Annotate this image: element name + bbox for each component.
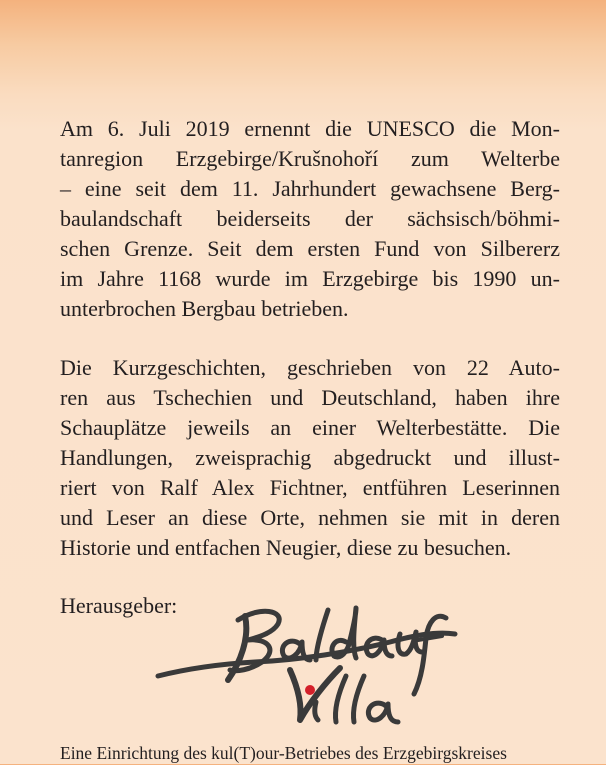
intro-paragraph [60,114,560,324]
text-line: ren aus Tschechien und Deutschland, haben ihre [60,385,560,410]
text-line: und Leser an diese Orte, nehmen sie mit in deren [60,505,560,530]
text-line: Handlungen, zweisprachig abgedruckt und illust- [60,445,560,470]
text-line: Die Kurzgeschichten, geschrieben von 22 Auto- [60,355,560,380]
text-line: baulandschaft beiderseits der sächsisch/böhmi- [60,206,560,231]
text-line: – eine seit dem 11. Jahrhundert gewachsene Berg- [60,176,560,201]
text-line: tanregion Erzgebirge/Krušnohoří zum Welterbe [60,146,560,171]
baldauf-villa-logo [150,598,470,738]
text-line: schen Grenze. Seit dem ersten Fund von Silbererz [60,236,560,261]
text-line: Historie und entfachen Neugier, diese zu besuchen. [60,535,512,560]
text-line: riert von Ralf Alex Fichtner, entführen Leserinnen [60,475,560,500]
footer-note: Eine Einrichtung des kul(T)our-Betriebes des Erzgebirgskreises [60,743,507,763]
publisher-label: Herausgeber: [60,593,178,618]
text-line: Am 6. Juli 2019 ernennt die UNESCO die Mon- [60,116,560,141]
text-line: im Jahre 1168 wurde im Erzgebirge bis 1990 un- [60,266,560,291]
stories-paragraph [60,353,560,563]
text-line: Schauplätze jeweils an einer Welterbestätte. Die [60,415,560,440]
text-line: unterbrochen Bergbau betrieben. [60,296,349,321]
logo-dot [305,685,315,695]
